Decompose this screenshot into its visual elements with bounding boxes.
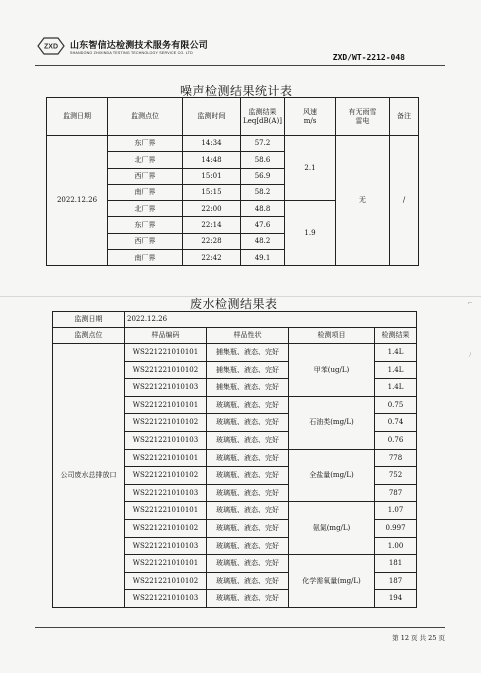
noise-point: 西厂界 <box>108 233 183 249</box>
sample-code: WS221221010101 <box>125 344 207 362</box>
water-header-code: 样品编码 <box>125 328 207 344</box>
sample-desc: 玻璃瓶、液态、完好 <box>207 555 289 573</box>
header-point: 监测点位 <box>108 98 183 136</box>
sample-code: WS221221010101 <box>125 396 207 414</box>
noise-time: 15:15 <box>183 184 241 200</box>
noise-time: 15:01 <box>183 168 241 184</box>
water-header-row <box>53 328 417 344</box>
test-result: 752 <box>375 467 417 485</box>
test-item: 化学需氧量(mg/L) <box>289 555 375 608</box>
test-item: 全盐量(mg/L) <box>289 449 375 502</box>
test-result: 787 <box>375 484 417 502</box>
sample-desc: 玻璃瓶、液态、完好 <box>207 572 289 590</box>
noise-time: 22:42 <box>183 250 241 266</box>
header-result-line1: 监测结果 <box>248 108 277 117</box>
test-result: 0.76 <box>375 431 417 449</box>
header-wind-line2: m/s <box>303 116 317 125</box>
noise-time: 22:00 <box>183 201 241 217</box>
sample-desc: 玻璃瓶、液态、完好 <box>207 502 289 520</box>
noise-time: 22:14 <box>183 217 241 233</box>
sample-desc: 捕集瓶、液态、完好 <box>207 344 289 362</box>
sample-desc: 玻璃瓶、液态、完好 <box>207 484 289 502</box>
sample-desc: 玻璃瓶、液态、完好 <box>207 590 289 608</box>
sample-code: WS221221010101 <box>125 449 207 467</box>
noise-wind-day: 2.1 <box>285 136 336 201</box>
sample-desc: 捕集瓶、液态、完好 <box>207 379 289 397</box>
noise-leq: 58.2 <box>241 184 285 200</box>
header-rain-line1: 有无雨雪 <box>348 108 377 117</box>
test-result: 1.4L <box>375 344 417 362</box>
edge-mark: ⌐ <box>467 300 473 307</box>
sample-desc: 玻璃瓶、液态、完好 <box>207 431 289 449</box>
noise-remark: / <box>390 136 419 266</box>
noise-date: 2022.12.26 <box>47 136 108 266</box>
sample-desc: 玻璃瓶、液态、完好 <box>207 449 289 467</box>
noise-time: 14:48 <box>183 152 241 168</box>
test-item: 氨氮(mg/L) <box>289 502 375 555</box>
sample-code: WS221221010103 <box>125 484 207 502</box>
header-rain <box>336 98 390 136</box>
document-number: ZXD/WT-2212-048 <box>332 53 405 62</box>
sample-desc: 玻璃瓶、液态、完好 <box>207 414 289 432</box>
sample-desc: 玻璃瓶、液态、完好 <box>207 537 289 555</box>
water-header-point: 监测点位 <box>53 328 125 344</box>
noise-leq: 48.2 <box>241 233 285 249</box>
page-number: 第 12 页 共 25 页 <box>392 634 445 642</box>
water-point: 公司废水总排放口 <box>53 344 125 608</box>
noise-leq: 56.9 <box>241 168 285 184</box>
test-result: 1.07 <box>375 502 417 520</box>
water-date-row <box>53 312 417 328</box>
test-result: 778 <box>375 449 417 467</box>
noise-point: 南厂界 <box>108 184 183 200</box>
water-header-item: 检测项目 <box>289 328 375 344</box>
header-wind <box>285 98 336 136</box>
noise-point: 东厂界 <box>108 136 183 152</box>
header-time: 监测时间 <box>183 98 241 136</box>
noise-time: 14:34 <box>183 136 241 152</box>
noise-point: 西厂界 <box>108 168 183 184</box>
edge-mark: ﾉ <box>468 352 472 359</box>
noise-results-table <box>46 97 419 266</box>
test-result: 1.4L <box>375 379 417 397</box>
sample-desc: 玻璃瓶、液态、完好 <box>207 467 289 485</box>
noise-leq: 57.2 <box>241 136 285 152</box>
test-item: 石油类(mg/L) <box>289 396 375 449</box>
test-result: 194 <box>375 590 417 608</box>
test-result: 1.4L <box>375 361 417 379</box>
header-result <box>241 98 285 136</box>
water-results-table <box>52 311 417 608</box>
noise-point: 东厂界 <box>108 217 183 233</box>
noise-leq: 49.1 <box>241 250 285 266</box>
sample-code: WS221221010102 <box>125 467 207 485</box>
noise-time: 22:28 <box>183 233 241 249</box>
sample-code: WS221221010103 <box>125 537 207 555</box>
test-result: 0.74 <box>375 414 417 432</box>
water-date-label: 监测日期 <box>53 312 125 328</box>
sample-desc: 捕集瓶、液态、完好 <box>207 361 289 379</box>
sample-code: WS221221010103 <box>125 431 207 449</box>
test-result: 0.997 <box>375 519 417 537</box>
sample-code: WS221221010101 <box>125 502 207 520</box>
logo-text: ZXD <box>44 43 58 51</box>
sample-code: WS221221010102 <box>125 361 207 379</box>
water-date-value: 2022.12.26 <box>125 312 417 328</box>
noise-header-row <box>47 98 419 136</box>
noise-wind-night: 1.9 <box>285 201 336 266</box>
sample-code: WS221221010103 <box>125 590 207 608</box>
water-header-desc: 样品性状 <box>207 328 289 344</box>
header-rain-line2: 雷电 <box>355 116 370 125</box>
sample-desc: 玻璃瓶、液态、完好 <box>207 396 289 414</box>
test-result: 1.00 <box>375 537 417 555</box>
test-result: 181 <box>375 555 417 573</box>
noise-rain: 无 <box>336 136 390 266</box>
sample-code: WS221221010102 <box>125 519 207 537</box>
company-name: 山东智信达检测技术服务有限公司 <box>70 41 209 51</box>
noise-leq: 58.6 <box>241 152 285 168</box>
noise-leq: 48.8 <box>241 201 285 217</box>
test-item: 甲苯(ug/L) <box>289 344 375 397</box>
header-rule <box>35 65 445 66</box>
water-row <box>53 344 417 362</box>
header-date: 监测日期 <box>47 98 108 136</box>
test-result: 187 <box>375 572 417 590</box>
sample-code: WS221221010102 <box>125 572 207 590</box>
water-table-title: 废水检测结果表 <box>190 297 278 311</box>
noise-table-title: 噪声检测结果统计表 <box>180 84 293 98</box>
noise-leq: 47.6 <box>241 217 285 233</box>
water-header-result: 检测结果 <box>375 328 417 344</box>
sample-desc: 玻璃瓶、液态、完好 <box>207 519 289 537</box>
header-wind-line1: 风速 <box>303 108 317 117</box>
company-logo-icon <box>36 36 66 56</box>
header-result-line2: Leq[dB(A)] <box>243 116 282 125</box>
noise-point: 北厂界 <box>108 152 183 168</box>
sample-code: WS221221010102 <box>125 414 207 432</box>
sample-code: WS221221010103 <box>125 379 207 397</box>
noise-point: 南厂界 <box>108 250 183 266</box>
test-result: 0.75 <box>375 396 417 414</box>
noise-row <box>47 136 419 152</box>
sample-code: WS221221010101 <box>125 555 207 573</box>
header-remark: 备注 <box>390 98 419 136</box>
footer-rule <box>35 627 445 628</box>
company-name-en: SHANDONG ZHIXINDA TESTING TECHNOLOGY SERVICE CO. LTD <box>70 51 193 55</box>
noise-point: 北厂界 <box>108 201 183 217</box>
